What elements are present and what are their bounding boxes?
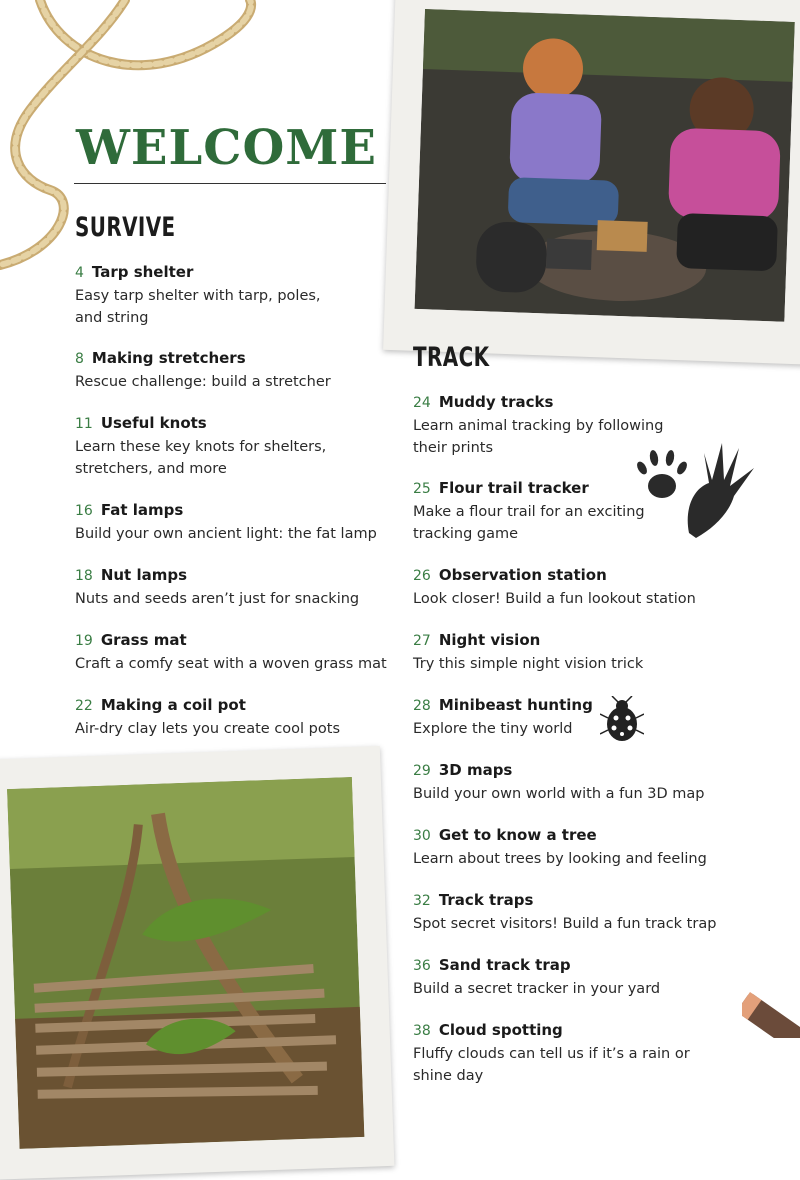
entry-title: Muddy tracks [438, 393, 554, 411]
entry-description: stretchers, and more [75, 461, 227, 477]
entry-title: Flour trail tracker [438, 479, 589, 497]
page-number: 22 [75, 698, 93, 714]
toc-entry[interactable] [75, 413, 405, 480]
toc-entry[interactable] [413, 760, 743, 805]
entry-title: Cloud spotting [438, 1021, 563, 1039]
page-number: 28 [413, 698, 431, 714]
entry-description: Learn animal tracking by following [413, 418, 664, 434]
entry-description: Try this simple night vision trick [413, 656, 644, 672]
page-number: 24 [413, 395, 431, 411]
toc-entry[interactable] [75, 565, 405, 610]
entry-description: Spot secret visitors! Build a fun track trap [413, 916, 717, 932]
entry-title: 3D maps [438, 761, 513, 779]
page-number: 18 [75, 568, 93, 584]
toc-entry[interactable] [413, 1020, 743, 1087]
page-number: 30 [413, 828, 431, 844]
toc-entry[interactable] [75, 695, 405, 740]
toc-entry[interactable] [413, 695, 743, 740]
entry-title: Sand track trap [438, 956, 571, 974]
toc-entry[interactable] [413, 955, 743, 1000]
toc-entry[interactable] [75, 262, 405, 329]
page-number: 29 [413, 763, 431, 779]
photo-children-crafting [383, 0, 800, 365]
page-title: WELCOME [76, 120, 377, 176]
children-crafting-image [415, 9, 795, 322]
entry-title: Useful knots [100, 414, 207, 432]
entry-title: Making stretchers [91, 349, 246, 367]
toc-entry[interactable] [413, 630, 743, 675]
entry-title: Making a coil pot [100, 696, 246, 714]
toc-entry[interactable] [75, 348, 405, 393]
ladybug-icon [600, 696, 644, 744]
section-title-survive: SURVIVE [75, 212, 176, 243]
entry-description: shine day [413, 1068, 484, 1084]
entry-description: Make a flour trail for an exciting [413, 504, 645, 520]
page-number: 25 [413, 481, 431, 497]
entry-description: Nuts and seeds aren’t just for snacking [75, 591, 360, 607]
page-number: 36 [413, 958, 431, 974]
entry-description: Build your own world with a fun 3D map [413, 786, 705, 802]
entry-title: Minibeast hunting [438, 696, 593, 714]
entry-title: Night vision [438, 631, 541, 649]
entry-description: Fluffy clouds can tell us if it’s a rain or [413, 1046, 690, 1062]
entry-description: their prints [413, 440, 494, 456]
stick-shelter-image [7, 777, 364, 1149]
entry-description: Craft a comfy seat with a woven grass mat [75, 656, 387, 672]
entry-description: tracking game [413, 526, 519, 542]
entry-description: Learn about trees by looking and feeling [413, 851, 707, 867]
entry-description: Easy tarp shelter with tarp, poles, [75, 288, 321, 304]
page-number: 11 [75, 416, 93, 432]
entry-description: Look closer! Build a fun lookout station [413, 591, 696, 607]
entry-description: Rescue challenge: build a stretcher [75, 374, 331, 390]
entry-description: Build your own ancient light: the fat lamp [75, 526, 377, 542]
toc-entry[interactable] [413, 825, 743, 870]
page-number: 38 [413, 1023, 431, 1039]
page-number: 16 [75, 503, 93, 519]
title-divider [74, 183, 386, 184]
pencil-icon [742, 982, 800, 1038]
page-number: 19 [75, 633, 93, 649]
entry-title: Get to know a tree [438, 826, 597, 844]
page-number: 27 [413, 633, 431, 649]
entry-title: Nut lamps [100, 566, 188, 584]
toc-entry[interactable] [413, 890, 743, 935]
toc-entry[interactable] [75, 500, 405, 545]
entry-title: Fat lamps [100, 501, 184, 519]
toc-entry[interactable] [413, 565, 743, 610]
entry-title: Tarp shelter [91, 263, 194, 281]
page-number: 26 [413, 568, 431, 584]
entry-description: Build a secret tracker in your yard [413, 981, 661, 997]
animal-footprints-icon [634, 438, 762, 540]
entry-description: Learn these key knots for shelters, [75, 439, 327, 455]
entry-title: Observation station [438, 566, 607, 584]
entry-description: Air-dry clay lets you create cool pots [75, 721, 341, 737]
section-title-track: TRACK [413, 342, 490, 373]
entry-title: Track traps [438, 891, 534, 909]
toc-entry[interactable] [75, 630, 405, 675]
entry-description: and string [75, 310, 149, 326]
entry-title: Grass mat [100, 631, 187, 649]
entry-description: Explore the tiny world [413, 721, 573, 737]
photo-stick-shelter [0, 746, 394, 1180]
page-number: 4 [75, 265, 84, 281]
page-number: 8 [75, 351, 84, 367]
page-number: 32 [413, 893, 431, 909]
